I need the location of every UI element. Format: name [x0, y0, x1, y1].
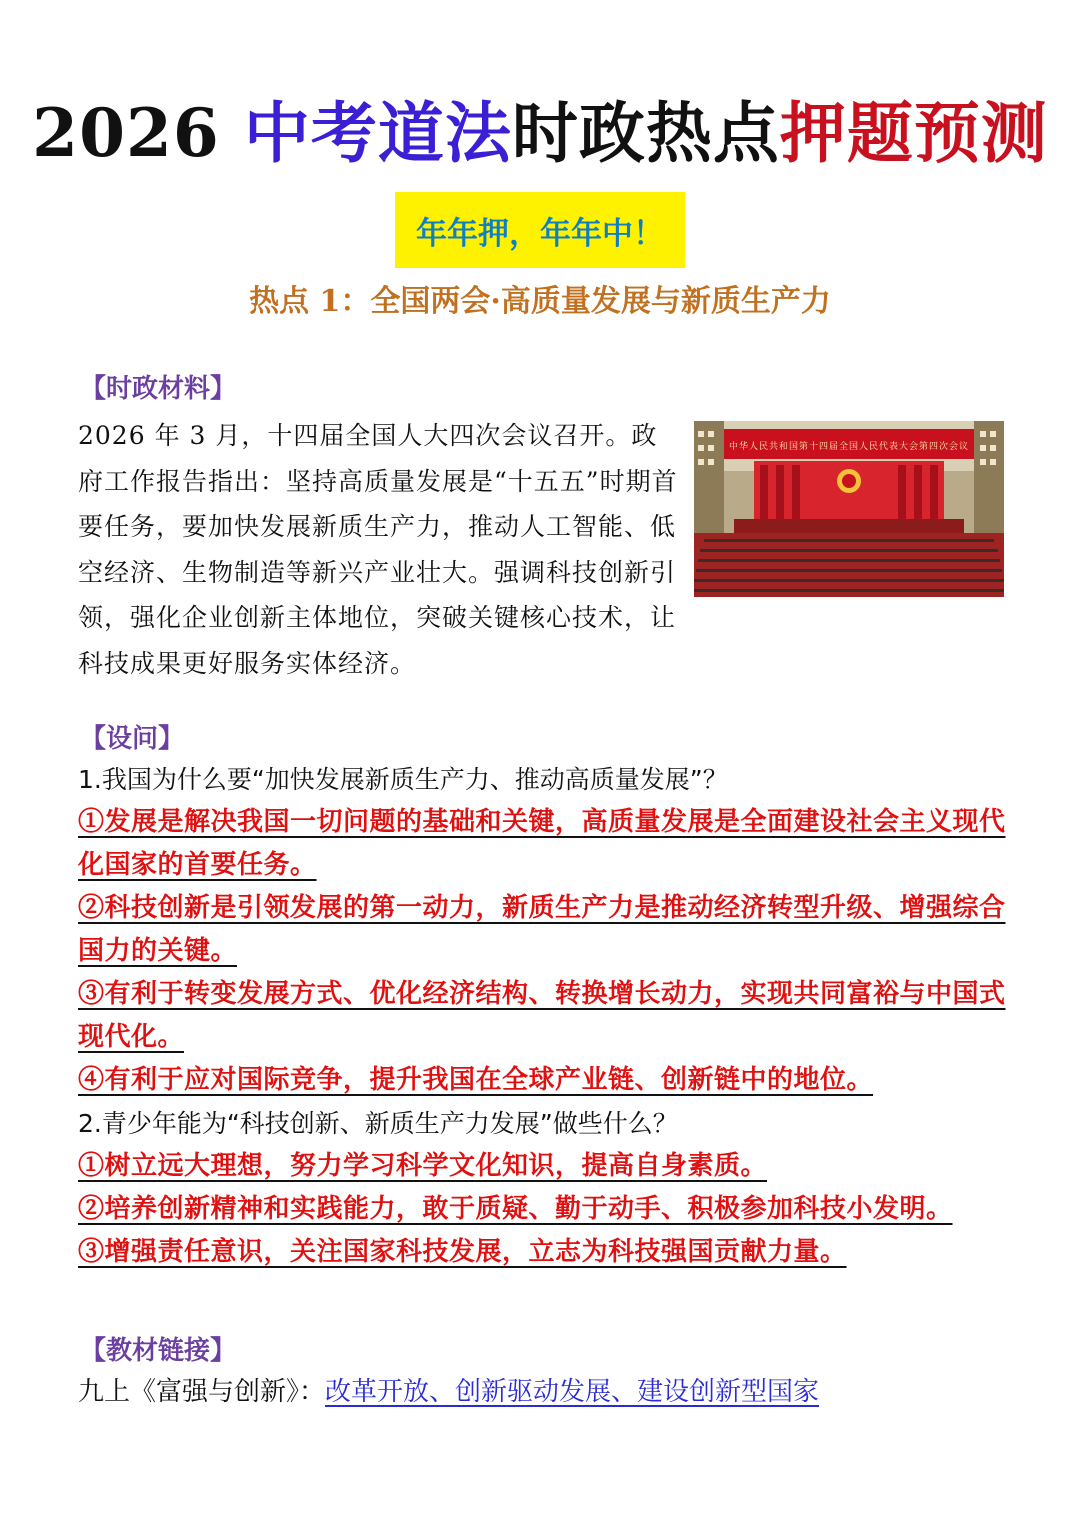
- textbook-prefix: 九上《富强与创新》：: [78, 1377, 326, 1407]
- qa-block: [78, 758, 1008, 1274]
- q1-answer-2-text: ②科技创新是引领发展的第一动力，新质生产力是推动经济转型升级、增强综合国力的关键。: [78, 893, 1006, 966]
- q2-answer-3: [78, 1231, 1008, 1274]
- q1-answer-3: [78, 973, 1008, 1059]
- q2-answer-1: [78, 1145, 1008, 1188]
- title-prediction: 押题预测: [779, 94, 1048, 172]
- q1-answer-4: [78, 1059, 1008, 1102]
- main-title: [0, 88, 1080, 178]
- title-year: 2026: [32, 94, 220, 172]
- title-topic: 时政热点: [511, 94, 780, 172]
- q2-answer-2-text: ②培养创新精神和实践能力，敢于质疑、勤于动手、积极参加科技小发明。: [78, 1194, 953, 1224]
- textbook-topics-link[interactable]: 改革开放、创新驱动发展、建设创新型国家: [325, 1377, 820, 1407]
- questions-label: 【设问】: [80, 724, 185, 754]
- q2-answer-2: [78, 1188, 1008, 1231]
- q2-answer-1-text: ①树立远大理想，努力学习科学文化知识，提高自身素质。: [78, 1151, 768, 1181]
- photo-banner-text: 中华人民共和国第十四届全国人民代表大会第四次会议: [728, 442, 970, 452]
- question-2: 2.青少年能为“科技创新、新质生产力发展”做些什么？: [78, 1109, 678, 1138]
- question-1: 1.我国为什么要“加快发展新质生产力、推动高质量发展”？: [78, 765, 728, 794]
- slogan-banner: 年年押，年年中！: [395, 192, 685, 268]
- textbook-label: 【教材链接】: [80, 1336, 237, 1366]
- q2-answer-3-text: ③增强责任意识，关注国家科技发展，立志为科技强国贡献力量。: [78, 1237, 847, 1267]
- title-subject: 中考道法: [243, 94, 512, 172]
- q1-answer-4-text: ④有利于应对国际竞争，提升我国在全球产业链、创新链中的地位。: [78, 1065, 874, 1095]
- material-label: 【时政材料】: [80, 374, 237, 404]
- q1-answer-2: [78, 887, 1008, 973]
- congress-photo: [694, 421, 1004, 597]
- material-text: 2026 年 3 月，十四届全国人大四次会议召开。政府工作报告指出：坚持高质量发展是“十五五”时期首要任务，要加快发展新质生产力，推动人工智能、低空经济、生物制造等新兴产业壮大。强调科技创新引领，强化企业创新主体地位，突破关键核心技术，让科技成果更好服务实体经济。: [78, 421, 678, 678]
- material-block: [78, 413, 1004, 686]
- hotspot-title: 热点 1：全国两会·高质量发展与新质生产力: [249, 284, 831, 319]
- textbook-link-line: [78, 1372, 1038, 1412]
- q1-answer-3-text: ③有利于转变发展方式、优化经济结构、转换增长动力，实现共同富裕与中国式现代化。: [78, 979, 1006, 1052]
- q1-answer-1-text: ①发展是解决我国一切问题的基础和关键，高质量发展是全面建设社会主义现代化国家的首要任务。: [78, 807, 1006, 880]
- q1-answer-1: [78, 801, 1008, 887]
